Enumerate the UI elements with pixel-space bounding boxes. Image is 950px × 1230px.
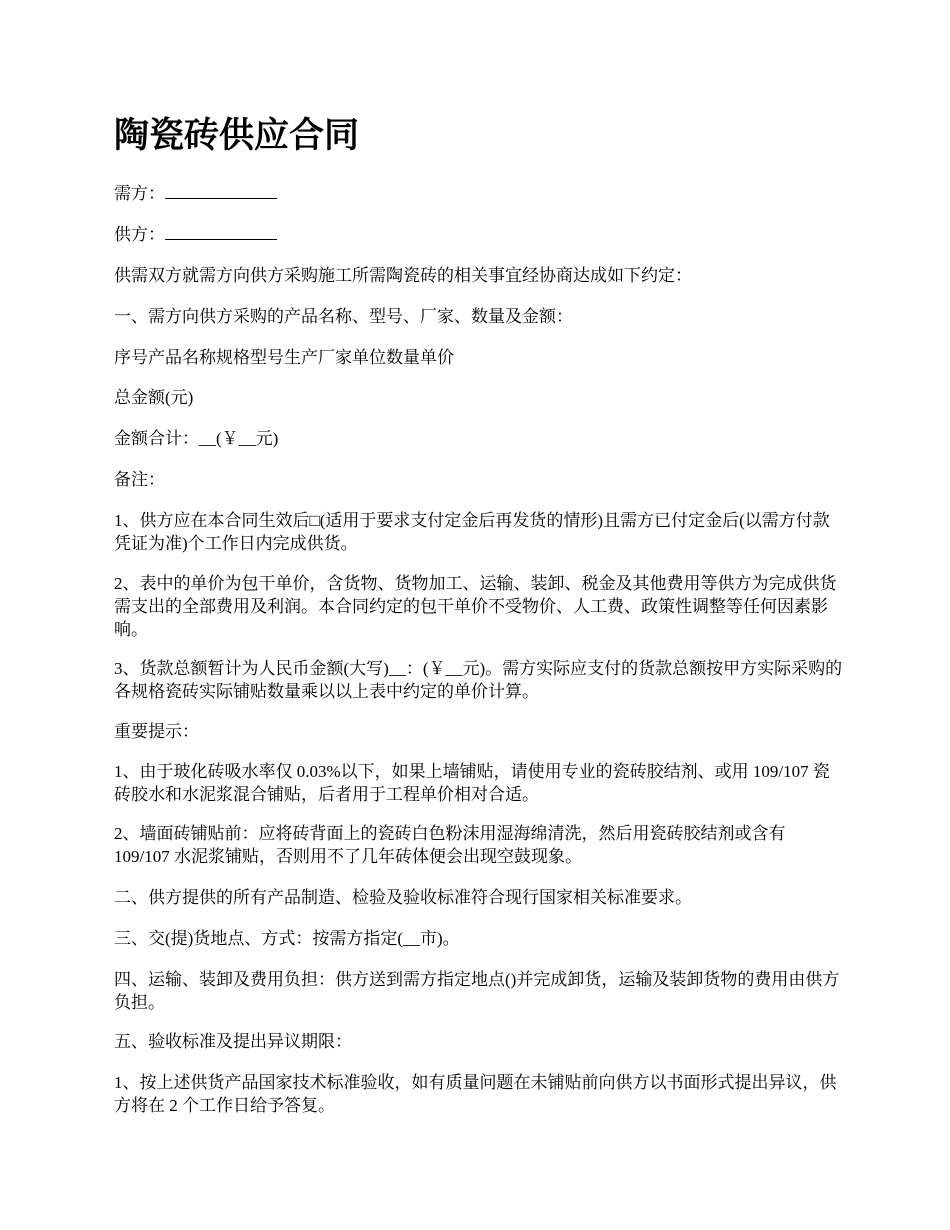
section-4: 四、运输、装卸及费用负担：供方送到需方指定地点()并完成卸货，运输及装卸货物的费用由供方负担。 [114, 970, 840, 1012]
notice-1: 1、由于玻化砖吸水率仅 0.03%以下，如果上墙铺贴，请使用专业的瓷砖胶结剂、或用 109/107 瓷砖胶水和水泥浆混合铺贴，后者用于工程单价相对合适。 [114, 762, 830, 804]
remarks-heading: 备注： [114, 470, 165, 489]
amount-sum-line: 金额合计：__(￥__元) [114, 429, 279, 448]
section-5-heading: 五、验收标准及提出异议期限： [114, 1032, 352, 1051]
supplier-blank-line [165, 223, 277, 240]
remark-3: 3、货款总额暂计为人民币金额(大写)__：(￥__元)。需方实际应支付的货款总额按甲方实际采购的各规格瓷砖实际铺贴数量乘以以上表中约定的单价计算。 [114, 659, 843, 701]
supplier-field [114, 223, 844, 246]
section-3: 三、交(提)货地点、方式：按需方指定(__市)。 [114, 929, 460, 948]
buyer-field [114, 182, 844, 205]
section-2: 二、供方提供的所有产品制造、检验及验收标准符合现行国家相关标准要求。 [114, 888, 692, 907]
important-notice-heading: 重要提示： [114, 722, 199, 741]
total-amount-label: 总金额(元) [114, 388, 194, 407]
remark-2: 2、表中的单价为包干单价，含货物、货物加工、运输、装卸、税金及其他费用等供方为完成供货需支出的全部费用及利润。本合同约定的包干单价不受物价、人工费、政策性调整等任何因素影响。 [114, 574, 837, 639]
supplier-label: 供方： [114, 225, 165, 244]
notice-2: 2、墙面砖铺贴前：应将砖背面上的瓷砖白色粉沫用湿海绵清洗，然后用瓷砖胶结剂或含有 109/107 水泥浆铺贴，否则用不了几年砖体便会出现空鼓现象。 [114, 824, 786, 866]
section-5-item-1: 1、按上述供货产品国家技术标准验收，如有质量问题在未铺贴前向供方以书面形式提出异议，供方将在 2 个工作日给予答复。 [114, 1073, 837, 1115]
remark-1: 1、供方应在本合同生效后□(适用于要求支付定金后再发货的情形)且需方已付定金后(以需方付款凭证为准)个工作日内完成供货。 [114, 511, 830, 553]
buyer-blank-line [165, 182, 277, 199]
buyer-label: 需方： [114, 184, 165, 203]
intro-paragraph: 供需双方就需方向供方采购施工所需陶瓷砖的相关事宜经协商达成如下约定： [114, 266, 692, 285]
document-title: 陶瓷砖供应合同 [114, 116, 360, 156]
section-1-heading: 一、需方向供方采购的产品名称、型号、厂家、数量及金额： [114, 307, 573, 326]
table-header-text: 序号产品名称规格型号生产厂家单位数量单价 [114, 348, 454, 367]
